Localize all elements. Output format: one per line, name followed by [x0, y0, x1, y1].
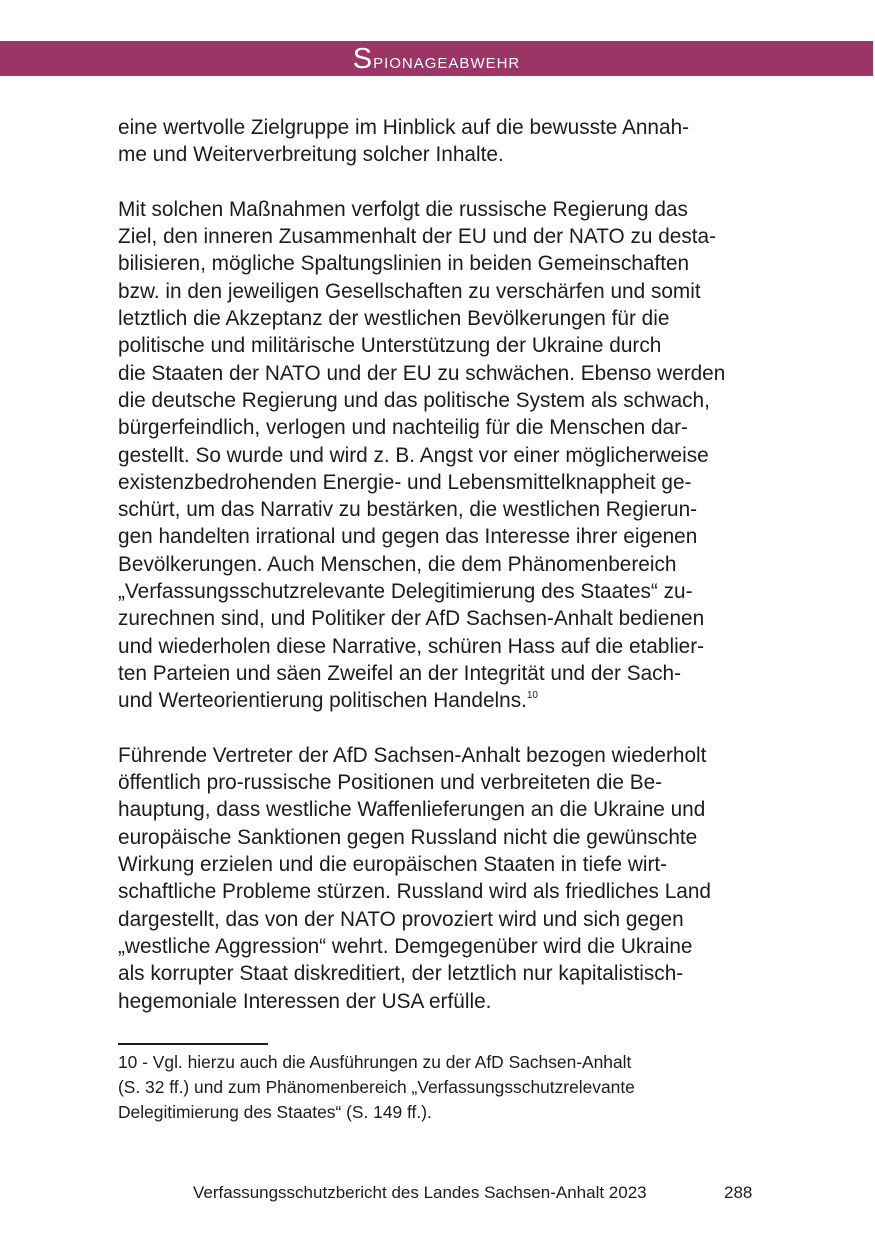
text-line: hauptung, dass westliche Waffenlieferungen an die Ukraine und: [118, 798, 706, 822]
text-line: Bevölkerungen. Auch Menschen, die dem Phänomenbereich: [118, 552, 677, 576]
text-line: als korrupter Staat diskreditiert, der letztlich nur kapitalistisch-: [118, 962, 684, 986]
text-line: „westliche Aggression“ wehrt. Demgegenüber wird die Ukraine: [118, 934, 693, 958]
body-text: [118, 114, 758, 1042]
section-title-initial: S: [352, 43, 374, 75]
text-line: schürt, um das Narrativ zu bestärken, die westlichen Regierun-: [118, 498, 698, 522]
text-line: letztlich die Akzeptanz der westlichen Bevölkerungen für die: [118, 307, 670, 331]
footnote-line: Delegitimierung des Staates“ (S. 149 ff.).: [118, 1102, 432, 1122]
text-line: bzw. in den jeweiligen Gesellschaften zu verschärfen und somit: [118, 279, 701, 303]
text-line: die Staaten der NATO und der EU zu schwächen. Ebenso werden: [118, 361, 726, 385]
footnote-line: 10 - Vgl. hierzu auch die Ausführungen zu der AfD Sachsen-Anhalt: [118, 1052, 632, 1072]
text-line: me und Weiterverbreitung solcher Inhalte.: [118, 143, 504, 167]
text-line: politische und militärische Unterstützung der Ukraine durch: [118, 334, 662, 358]
text-line: gen handelten irrational und gegen das Interesse ihrer eigenen: [118, 525, 698, 549]
text-line: die deutsche Regierung und das politische System als schwach,: [118, 388, 710, 412]
text-line-with-footnote: [118, 687, 758, 714]
text-line: bilisieren, mögliche Spaltungslinien in beiden Gemeinschaften: [118, 252, 690, 276]
text-line: „Verfassungsschutzrelevante Delegitimierung des Staates“ zu-: [118, 580, 693, 604]
footnote-reference[interactable]: 10: [526, 690, 538, 702]
text-line: zurechnen sind, und Politiker der AfD Sachsen-Anhalt bedienen: [118, 607, 705, 631]
page-number: 288: [724, 1183, 753, 1202]
text-line: dargestellt, das von der NATO provoziert wird und sich gegen: [118, 907, 684, 931]
text-line: und wiederholen diese Narrative, schüren Hass auf die etablier-: [118, 634, 705, 658]
text-line: hegemoniale Interessen der USA erfülle.: [118, 989, 492, 1013]
text-line: Ziel, den inneren Zusammenhalt der EU und der NATO zu desta-: [118, 225, 717, 249]
section-title-rest: pionageabwehr: [373, 48, 521, 73]
footer-report-title: Verfassungsschutzbericht des Landes Sachsen-Anhalt 2023: [193, 1183, 647, 1202]
text-line: bürgerfeindlich, verlogen und nachteilig für die Menschen dar-: [118, 416, 688, 440]
text-line: ten Parteien und säen Zweifel an der Integrität und der Sach-: [118, 661, 682, 685]
paragraph-2: [118, 196, 758, 715]
text-line: Führende Vertreter der AfD Sachsen-Anhalt bezogen wiederholt: [118, 743, 707, 767]
paragraph-1: [118, 114, 758, 169]
text-line: gestellt. So wurde und wird z. B. Angst vor einer möglicherweise: [118, 443, 709, 467]
text-line: Wirkung erzielen und die europäischen Staaten in tiefe wirt-: [118, 853, 668, 877]
footnote-divider: [118, 1043, 268, 1045]
text-line: europäische Sanktionen gegen Russland nicht die gewünschte: [118, 825, 698, 849]
text-line: öffentlich pro-russische Positionen und verbreiteten die Be-: [118, 771, 663, 795]
section-header: [0, 41, 873, 76]
footnote-line: (S. 32 ff.) und zum Phänomenbereich „Verfassungsschutzrelevante: [118, 1077, 635, 1097]
paragraph-3: [118, 742, 758, 1015]
text-line: eine wertvolle Zielgruppe im Hinblick auf die bewusste Annah-: [118, 116, 690, 139]
footnote: [118, 1050, 758, 1125]
text-line: und Werteorientierung politischen Handelns.: [118, 689, 527, 713]
text-line: Mit solchen Maßnahmen verfolgt die russische Regierung das: [118, 197, 688, 221]
text-line: existenzbedrohenden Energie- und Lebensmittelknappheit ge-: [118, 470, 692, 494]
text-line: schaftliche Probleme stürzen. Russland wird als friedliches Land: [118, 880, 711, 904]
